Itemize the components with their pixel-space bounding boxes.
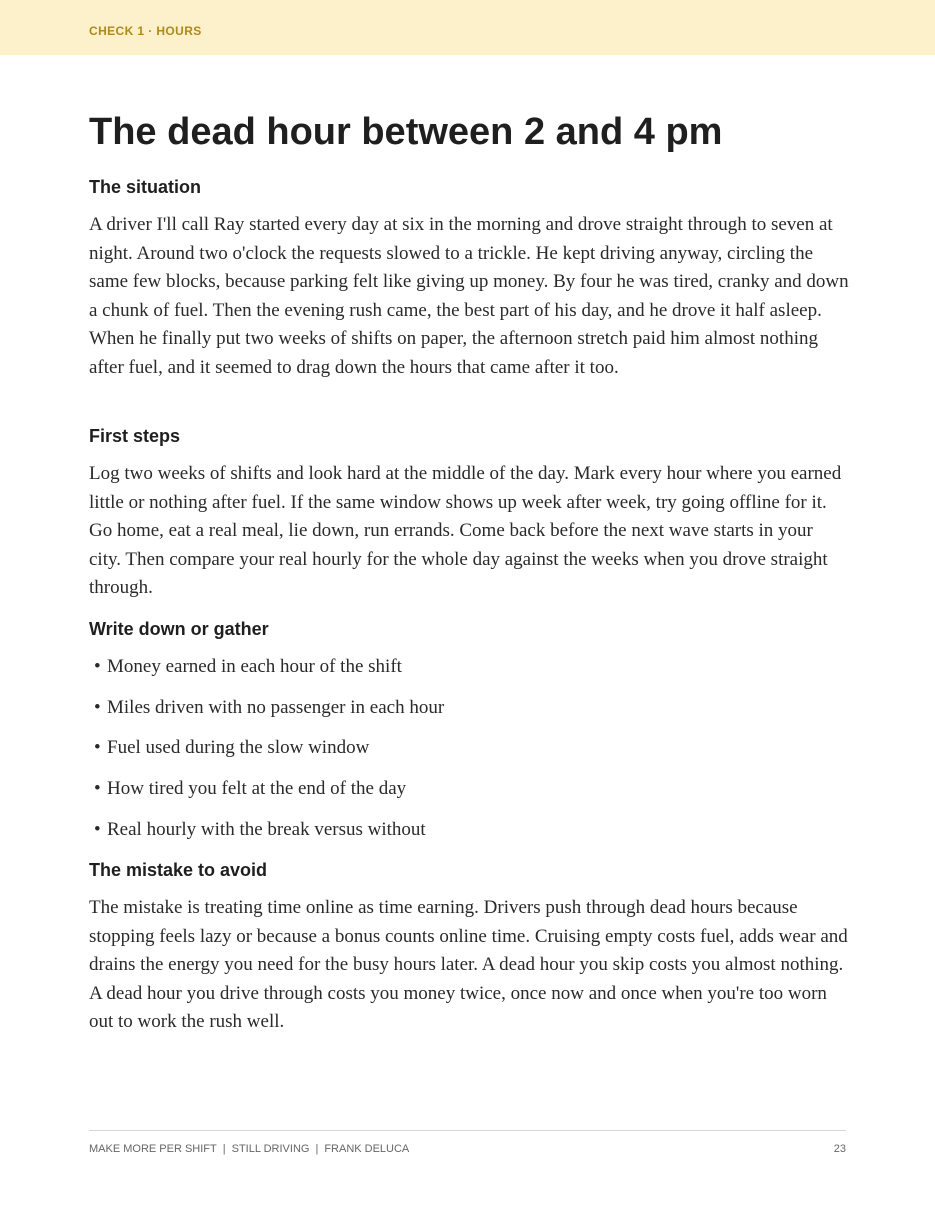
footer-separator: | bbox=[222, 1143, 226, 1155]
list-item-text: Real hourly with the break versus without bbox=[107, 819, 426, 840]
list-item-text: How tired you felt at the end of the day bbox=[107, 778, 407, 799]
section-heading-first-steps: First steps bbox=[89, 426, 181, 446]
situation-paragraph: A driver I'll call Ray started every day at six in the morning and drove straight through to seven at night. Around two o'clock the requests slowed to a trickle. He kept driving anyway, circling the same few blocks, because parking felt like giving up money. By four he was tired, cranky and down a chunk of fuel. Then the evening rush came, the best part of his day, and he drove it half asleep. When he finally put two weeks of shifts on paper, the afternoon stretch paid him almost nothing after fuel, and it seemed to drag down the hours that came after it too. bbox=[89, 214, 849, 378]
page-number: 23 bbox=[833, 1143, 846, 1155]
bullet-marker: • bbox=[94, 697, 101, 718]
list-item bbox=[94, 696, 444, 720]
footer-separator: | bbox=[315, 1143, 319, 1155]
list-item bbox=[94, 818, 426, 842]
footer-book-title: MAKE MORE PER SHIFT bbox=[89, 1143, 217, 1155]
header-band bbox=[0, 0, 935, 55]
bullet-marker: • bbox=[94, 737, 101, 758]
footer-running-head bbox=[89, 1143, 409, 1156]
section-eyebrow: CHECK 1 · HOURS bbox=[89, 24, 202, 38]
mistake-paragraph: The mistake is treating time online as time earning. Drivers push through dead hours because stopping feels lazy or because a bonus counts online time. Cruising empty costs fuel, adds wear and drains the energy you need for the busy hours later. A dead hour you skip costs you almost nothing. A dead hour you drive through costs you money twice, once now and once when you're too worn out to work the rush well. bbox=[89, 897, 848, 1033]
page-title: The dead hour between 2 and 4 pm bbox=[89, 111, 723, 153]
footer-author: FRANK DELUCA bbox=[324, 1143, 410, 1155]
section-heading-situation: The situation bbox=[89, 177, 201, 197]
footer-divider bbox=[89, 1130, 846, 1131]
first-steps-paragraph: Log two weeks of shifts and look hard at the middle of the day. Mark every hour where you earned little or nothing after fuel. If the same window shows up week after week, try going offline for it. Go home, eat a real meal, lie down, run errands. Come back before the next wave starts in your city. Then compare your real hourly for the whole day against the weeks when you drove straight through. bbox=[89, 463, 842, 599]
list-item bbox=[94, 736, 369, 760]
section-heading-write-down: Write down or gather bbox=[89, 619, 269, 639]
list-item bbox=[94, 655, 402, 679]
list-item-text: Fuel used during the slow window bbox=[107, 737, 370, 758]
bullet-marker: • bbox=[94, 778, 101, 799]
bullet-marker: • bbox=[94, 819, 101, 840]
bullet-marker: • bbox=[94, 656, 101, 677]
footer-part-title: STILL DRIVING bbox=[231, 1143, 310, 1155]
list-item-text: Miles driven with no passenger in each hour bbox=[107, 697, 445, 718]
section-heading-mistake: The mistake to avoid bbox=[89, 860, 268, 880]
list-item-text: Money earned in each hour of the shift bbox=[107, 656, 402, 677]
list-item bbox=[94, 777, 406, 801]
